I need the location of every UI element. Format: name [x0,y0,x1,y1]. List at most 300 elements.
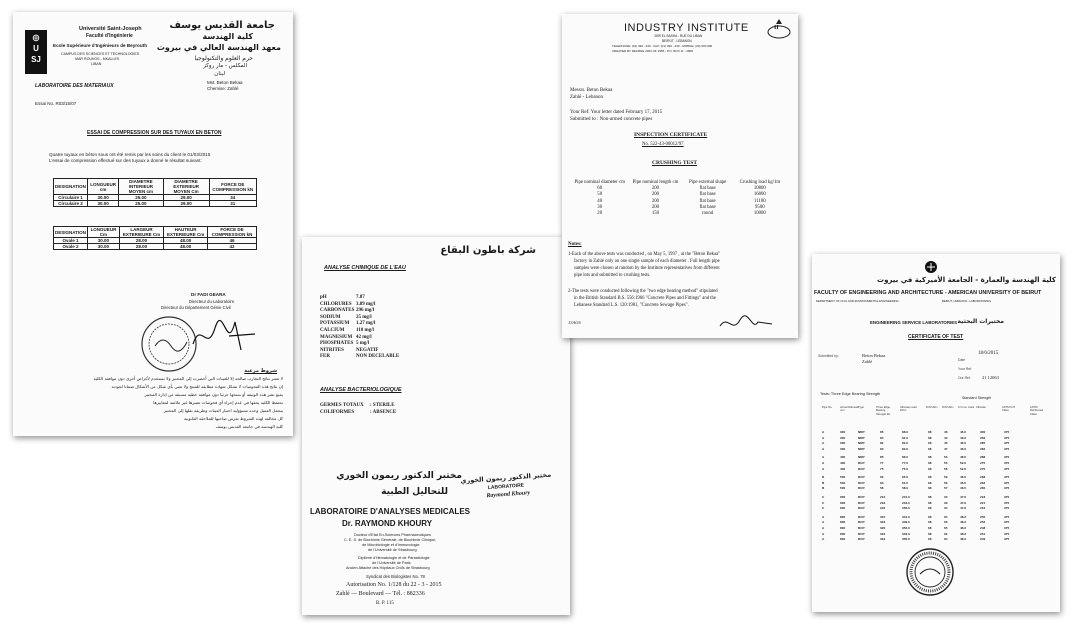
table-cell: 318 [880,520,886,525]
list-item [320,341,399,348]
table-cell: 47.6 [960,500,967,505]
table-cell: B [822,475,825,480]
date-label: Date [958,358,966,362]
table-cell: 400 [840,461,846,465]
arabic-univ: جامعة القديس يوسف [169,20,275,31]
table-cell: RCP [858,495,865,499]
analyte-value: 1.27 mg/l [356,321,376,327]
table-cell: 68 [928,486,932,491]
table-cell: B [822,486,825,491]
table-row [818,447,1054,452]
table-cell: 42 [208,244,257,250]
table-cell: 47.6 [960,495,967,499]
table-header: Pipe nominal length cm [632,180,679,185]
submitted-city: Zahlé [862,359,873,364]
table-cell: 288 [980,455,986,460]
table-cell: 262 [980,480,986,485]
lab-name: LABORATOIRE D'ANALYSES MEDICALES [310,507,470,516]
table-cell: A [822,435,825,440]
arabic-footer-line: يتحمل العميل وحده مسؤولية اختيار العينات وطريقة نقلها إلى المختبر [163,408,283,413]
table-cell: 33 [944,500,948,505]
intro-line-1: Quatre tuyaux en béton sous ont été remis par les soins du client le 01/03/2015 [49,152,211,157]
aub-english-name: FACULTY OF ENGINEERING AND ARCHITECTURE - AMERICAN UNIVERSITY OF BEIRUT [814,290,1042,296]
your-ref: Your Ref: Your letter dated February 17, 2015 [570,110,663,115]
note-1-line: 1-Each of the above tests was conducted , on May 5, 1997 , at the "Beton Bekaa" [568,252,721,257]
notes-label: Notes: [568,242,582,247]
standard-strength-header: Standard Strength [962,396,992,400]
table-cell: 285 [980,441,986,446]
analyte-name: POTASSIUM [320,321,350,327]
recipient-city: Zahlé - Lebanon [570,95,604,100]
table-cell: 62 [880,475,884,480]
credential: de l'Université de Paris [372,561,411,565]
table-cell: Ovale 1 [54,238,88,244]
table-cell: A [822,455,825,460]
table-cell: 29.00 [163,195,209,201]
company-arabic: شركة باطون البقاع [440,245,536,256]
table-cell: 30.00 [87,195,118,201]
table-cell: 34 [944,506,948,511]
table-cell: 300 [840,430,846,434]
table-row [818,515,1054,520]
analyte-name: FER [320,354,330,360]
crushing-test-table [570,180,786,217]
table-cell: 375 [1004,461,1010,465]
aub-arabic-name: كلية الهندسة والعمارة - الجامعة الأميركية في بيروت [877,276,1056,284]
table-cell: 200 [651,192,660,198]
table-cell: 375 [1004,514,1010,519]
doctor-name: Dr. RAYMOND KHOURY [342,519,433,528]
table-cell: 64 [944,537,948,542]
table-cell: 68 [928,430,932,434]
test-line: Tests: Three Edge Bearing Strength [820,392,881,396]
table-cell: 375 [1004,537,1010,542]
table-cell: 300 [840,441,846,446]
table-cell: 30.00 [87,244,119,250]
table-cell: 300 [980,430,986,434]
list-item [320,348,399,355]
usj-compression-test-document [13,12,293,436]
campus: CAMPUS DES SCIENCES ET TECHNOLOGIES [61,52,140,56]
table-cell: 64 [944,514,948,519]
list-item [320,295,399,302]
table-cell: 251 [980,531,986,536]
table-cell: 58.0 [902,486,909,491]
table-cell: 375 [1004,475,1010,480]
table-cell: 88.0 [902,430,909,434]
table-row [818,467,1054,472]
certificate-title: INSPECTION CERTIFICATE [634,132,708,138]
table-cell: 75 [880,466,884,471]
table-header: Ultimate Load kN/m [900,406,917,413]
table-cell: 260 [980,486,986,491]
test-title: ESSAI DE COMPRESSION SUR DES TUYAUX EN BETON [87,130,222,136]
table-cell: A [822,430,825,434]
arabic-footer-line: لا تعتبر نتائج التجارب صالحة إلا للعينات التي أحضرت إلى المختبر ولا تستخدم لأغراض أخرى دون موافقة الكلية [93,376,283,381]
address: Zahlé — Boulevard — Tél. : 882336 [336,591,425,597]
po-box: B. P. 115 [376,601,394,606]
table-header: LONGUEUR Cm [87,227,119,238]
table-cell: 47 [944,446,948,451]
arabic-campus: حرم العلوم والتكنولوجيا [194,55,253,62]
table-cell: 68 [928,537,932,542]
institute-logo-text: II [774,25,779,31]
test-result: : STERILE [370,403,395,408]
table-cell: 375 [1004,526,1010,530]
table-header: LONGUEUR cm [87,179,118,195]
table-cell: 375 [1004,500,1010,505]
test-name: GERMES TOTAUX [320,403,364,408]
faculty: Faculté d'Ingénierie [86,33,133,39]
table-row [818,455,1054,460]
table-cell: 400 [840,466,846,471]
table-cell: 315 [880,514,886,519]
table-cell: 83 [880,446,884,451]
table-cell: 48.3 [960,537,967,542]
table-cell: 60 [597,186,603,192]
our-ref-value: 21 12063 [982,375,999,380]
table-cell: 29.00 [163,201,209,207]
intro-line-2: L'essai de compression effectué sur des tuyaux a donné le résultat suivant: [49,158,202,163]
table-cell: 65 [944,526,948,530]
table-header: D/N kN/m [926,406,938,409]
institute-sub-2: BEIRUT - LEBANON [662,39,692,43]
table-cell: 275 [980,461,986,465]
table-row [818,475,1054,480]
table-cell: Circulaire 2 [54,201,88,207]
aub-certificate-of-test [812,254,1060,612]
submitted-to: Submitted to : Non-armed concrete pipes [570,117,653,122]
table-cell: 250 [980,514,986,519]
table-cell: NRP [858,430,865,434]
recipient: Messrs. Beton Bekaa [570,88,613,93]
table-cell: 800 [840,514,846,519]
table-cell: 600 [840,495,846,499]
signatory-title-1: Directeur du Laboratoire [189,299,235,304]
institute-logo-icon [766,18,792,40]
table-cell: 68 [928,466,932,471]
table-cell: A [822,446,825,451]
table-cell: A [822,466,825,471]
table-cell: NRP [858,435,865,440]
lab-stamp [460,470,555,506]
table-cell: flat base [699,186,716,192]
analyte-value: 42 mg/l [356,334,372,340]
campus2: MAR ROUKOS - MKALLES [75,57,120,61]
table-header: Ultimate [976,406,986,409]
lab-arabic: مختبرات البحثية [957,318,1004,325]
table-cell: 47.6 [960,506,967,511]
table-cell: 48.3 [960,514,967,519]
table-cell: 68 [928,441,932,446]
signatory-name: Dr FADI GEARA [191,292,226,297]
table-cell: 375 [1004,435,1010,440]
usj-logo: ◎ U SJ [25,30,47,74]
table-cell: 25.00 [119,201,163,207]
table-cell: 500 [840,480,846,485]
stamp-name: Raymond Khoury [486,490,531,500]
table-cell: 320 [880,526,886,530]
table-cell: 31 [209,201,256,207]
table-header: Three Edge Bearing Strength kN [876,406,891,416]
table-cell: 48.00 [164,238,208,244]
list-item [320,315,399,322]
footer-id: 13AG6 [568,320,581,325]
analyte-name: SODIUM [320,314,341,320]
table-header: DESIGNATION [54,227,88,238]
analyte-value: 110 mg/l [356,327,374,333]
table-cell: 77 [880,461,884,465]
table-cell: 52.0 [960,466,967,471]
table-cell: 84 [880,435,884,440]
circular-pipes-table [53,178,257,207]
recipient-city: Chemise: Zahlé [207,86,239,91]
table-cell: RCP [858,537,865,542]
table-cell: 68 [928,514,932,519]
authorization: Autorisation No. 1/128 du 22 - 3 - 2015 [346,582,442,588]
table-cell: flat base [699,204,716,210]
table-header: Pipe external shape [688,180,727,185]
table-cell: 57 [944,486,948,491]
table-cell: A [822,514,825,519]
table-cell: 77.0 [902,461,909,465]
table-header: Pipe nominal diameter cm [574,180,625,185]
table-cell: 500 [840,486,846,491]
credential: de l'Université de Strasbourg [368,548,417,552]
table-cell: 68 [928,495,932,499]
table-cell: 11100 [754,198,766,204]
industry-institute-certificate [562,14,798,338]
table-cell: 221 [980,500,986,505]
table-cell: 28.00 [119,244,163,250]
list-item [320,302,399,309]
bacteriological-heading: ANALYSE BACTERIOLOGIQUE [320,387,402,393]
table-row [54,244,257,250]
analyses-arabic: للتحاليل الطبية [381,487,448,497]
table-cell: 218 [880,500,886,505]
table-cell: 46.0 [960,441,967,446]
aub-logo-icon [924,260,938,274]
bacteriological-list [320,403,396,416]
table-row [54,201,257,207]
table-cell: 800 [840,526,846,530]
table-cell: NRP [858,455,865,460]
table-cell: RCP [858,475,865,480]
arabic-footer-line: يمنع نشر هذه الوثيقة أو نسخها جزئيا دون موافقة خطية مسبقة من إدارة المختبر [144,392,283,397]
table-row [818,495,1054,500]
table-header: 0.3 mm crack [958,406,975,409]
institute-header: INDUSTRY INSTITUTE [624,22,749,34]
submitted-label: Submitted by: [818,354,839,358]
table-cell: 10800 [753,186,766,192]
arabic-footer-title: شروط مرعية [244,368,277,374]
lab-name: ENGINEERING SERVICE LABORATORIES [870,320,958,325]
analyte-name: MAGNESIUM [320,334,353,340]
list-item [320,308,399,315]
essai-number: Essai No. R03/15/07 [35,101,77,106]
recipient: Mst. Beton Bekaa [207,80,243,85]
table-cell: 216 [980,506,986,511]
table-cell: 61.0 [902,480,909,485]
table-cell: 375 [1004,495,1010,499]
table-header: D/N kN/m [942,406,954,409]
table-cell: 60 [880,480,884,485]
table-header: DIAMETRE INTERIEUR MOYEN cm [119,179,163,195]
table-row [818,506,1054,511]
your-ref-label: Your Ref. [958,367,973,371]
table-cell: 10000 [753,211,766,217]
oval-pipes-table [53,226,257,250]
table-cell: 30.00 [87,201,118,207]
note-1-line: samples were chosen at random by the Institute representatives from different [574,266,720,271]
table-cell: 375 [1004,446,1010,451]
aub-table-header [818,406,1054,426]
list-item [320,321,399,328]
table-cell: 53 [944,455,948,460]
table-cell: RCP [858,480,865,485]
syndicate: Syndicat des Biologistes No. 78 [366,574,425,579]
signature-icon [718,312,774,334]
arabic-footer-line: كل مخالفة لهذه الشروط تعرض صاحبها للملاحقة القانونية [183,416,283,421]
analyte-value: 7.87 [356,295,365,300]
table-cell: 800 [840,520,846,525]
arabic-footer-line: كلية الهندسة في جامعة القديس يوسف [215,424,283,429]
country: LIBAN [91,62,102,66]
table-header: FORCE DE COMPRESSION kN [209,179,256,195]
note-1-line: pipe lots and submitted to crushing tests. [574,273,651,278]
table-cell: 268 [980,475,986,480]
table-cell: 20 [597,211,603,217]
table-cell: 600 [840,500,846,505]
stamp-lab: LABORATOIRE [487,482,525,492]
table-cell: 375 [1004,455,1010,460]
analyte-name: CHLORURES [320,301,352,307]
table-cell: 400 [840,455,846,460]
table-cell: 68 [928,500,932,505]
table-cell: 349.0 [902,520,910,525]
table-header: DIAMETRE EXTERIEUR MOYEN Cm [163,179,209,195]
table-cell: 375 [1004,531,1010,536]
table-cell: 68 [928,531,932,536]
table-cell: 222 [880,506,886,511]
table-cell: 68 [928,506,932,511]
table-header: FORCE DE COMPRESSION kN [208,227,257,238]
arabic-country: لبنان [214,71,225,77]
table-header: Pipe No. [822,406,833,409]
credential: de Microbiologie et d'Immunologie [362,543,420,547]
table-cell: 34 [944,495,948,499]
water-analysis-document [302,237,570,615]
table-cell: NRP [858,441,865,446]
table-cell: 30.00 [87,238,119,244]
note-2-line: in the British Standard B.S. 556:1966 "Concrete Pipes and Fittings" and the [574,296,716,301]
aub-address-line: BEIRUT, LEBANON - LABORATORIES [942,299,991,303]
table-cell: 243.0 [902,500,910,505]
table-header: HAUTEUR EXTERIEURE Cm [164,227,208,238]
analyte-value: 3.89 mg/l [356,301,376,307]
table-cell: 16800 [753,192,766,198]
table-cell: 68 [928,475,932,480]
analyte-value: 296 mg/l [356,308,375,314]
analyte-name: NITRITES [320,347,344,353]
table-cell: RCP [858,506,865,511]
table-cell: 200 [651,204,660,210]
univ-name: Université Saint-Joseph [79,26,142,32]
lab-name: LABORATOIRE DES MATERIAUX [35,83,114,89]
table-cell: 58 [880,486,884,491]
table-cell: RCP [858,500,865,505]
table-cell: 46 [944,430,948,434]
signatory-title-2: Directeur du Département Génie Civil [161,305,231,310]
table-header: DESIGNATION [54,179,88,195]
credential: Ancien Attaché des Hôpitaux Civils de Strasbourg [346,566,430,570]
table-cell: 40 [597,198,603,204]
table-cell: 48.3 [960,526,967,530]
chemical-analysis-heading: ANALYSE CHIMIQUE DE L'EAU [324,265,406,271]
table-cell: 248 [980,526,986,530]
table-cell: 25.00 [119,195,163,201]
table-cell: 346.0 [902,531,910,536]
table-cell: 46.0 [960,435,967,440]
table-row [818,481,1054,486]
table-row [818,461,1054,466]
table-cell: 83.0 [902,446,909,451]
analyte-name: CALCIUM [320,327,345,333]
date-value: 18/6/2015 [978,351,999,356]
table-cell: C [822,495,825,499]
list-item [320,328,399,335]
table-cell: 62 [944,531,948,536]
table-cell: 375 [1004,430,1010,434]
table-cell: 46.5 [960,475,967,480]
table-cell: 68 [928,446,932,451]
certificate-title: CERTIFICATE OF TEST [908,334,964,340]
table-cell: A [822,531,825,536]
analyte-name: CARBONATES [320,308,355,314]
table-cell: RCP [858,520,865,525]
table-cell: RCP [858,514,865,519]
table-cell: 85 [880,455,884,460]
table-cell: 48.3 [960,520,967,525]
chemical-analysis-list [320,295,399,361]
table-cell: 500 [840,475,846,480]
table-cell: 34 [209,195,256,201]
table-cell: 241.0 [902,495,910,499]
table-cell: 46.5 [960,480,967,485]
table-cell: NRP [858,446,865,451]
table-cell: 319 [880,537,886,542]
table-cell: 45 [944,441,948,446]
table-cell: 200 [651,198,660,204]
table-cell: flat base [699,198,716,204]
table-cell: 68 [928,435,932,440]
table-header: Actual Diameter mm [840,406,860,413]
note-1-line: factory in Zahlé only on one single sample of each diameter . Full length pipe [574,259,720,264]
table-cell: flat base [699,192,716,198]
list-item [320,354,399,361]
table-cell: 48.0 [960,455,967,460]
table-cell: 59 [944,475,948,480]
table-cell: 270 [980,466,986,471]
list-item [320,403,396,410]
table-cell: A [822,537,825,542]
arabic-faculty: كلية الهندسة [202,32,253,41]
analyte-value: 25 mg/l [356,314,372,320]
table-cell: 249 [980,537,986,542]
submitted-value: Beton Bekaa [862,353,886,358]
table-cell: 375 [1004,506,1010,511]
note-2-line: Lebanese Standard L.S. 120:1981, "Concrete Sewage Pipes". [574,303,689,308]
